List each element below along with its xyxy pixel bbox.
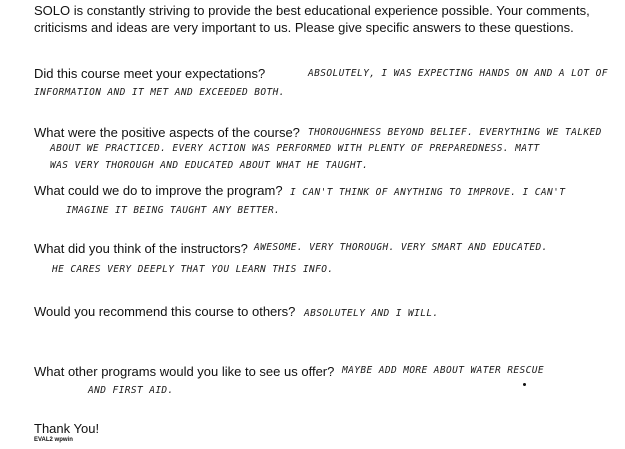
answer-instructors-line-2: HE CARES VERY DEEPLY THAT YOU LEARN THIS INFO. [52,264,334,275]
question-expectations: Did this course meet your expectations? [34,66,266,81]
question-improve: What could we do to improve the program? [34,183,283,198]
closing-thank-you: Thank You! [34,421,100,436]
question-recommend: Would you recommend this course to others? [34,304,296,319]
question-positive-aspects: What were the positive aspects of the course? [34,125,300,140]
answer-positive-line-1: THOROUGHNESS BEYOND BELIEF. EVERYTHING WE TALKED [308,127,602,138]
answer-instructors-line-1: AWESOME. VERY THOROUGH. VERY SMART AND EDUCATED. [254,242,548,253]
answer-programs-line-1: MAYBE ADD MORE ABOUT WATER RESCUE [342,365,544,376]
question-other-programs: What other programs would you like to see us offer? [34,364,335,379]
answer-positive-line-2: ABOUT WE PRACTICED. EVERY ACTION WAS PERFORMED WITH PLENTY OF PREPAREDNESS. MATT [50,143,540,154]
question-instructors: What did you think of the instructors? [34,241,248,256]
answer-improve-line-2: IMAGINE IT BEING TAUGHT ANY BETTER. [66,205,281,216]
answer-recommend-line-1: ABSOLUTELY AND I WILL. [304,308,439,319]
answer-positive-line-3: WAS VERY THOROUGH AND EDUCATED ABOUT WHAT HE TAUGHT. [50,160,369,171]
form-code: EVAL2 wpwin [34,437,73,443]
answer-expectations-line-1: ABSOLUTELY, I WAS EXPECTING HANDS ON AND A LOT OF [308,68,608,79]
intro-paragraph: SOLO is constantly striving to provide the best educational experience possible. Your comments, criticisms and ideas are very important to us. Please give specific answers to these questions. [34,3,590,35]
answer-improve-line-1: I CAN'T THINK OF ANYTHING TO IMPROVE. I CAN'T [290,187,566,198]
answer-expectations-line-2: INFORMATION AND IT MET AND EXCEEDED BOTH. [34,87,285,98]
answer-programs-line-2: AND FIRST AID. [88,385,174,396]
ink-dot [523,383,526,386]
